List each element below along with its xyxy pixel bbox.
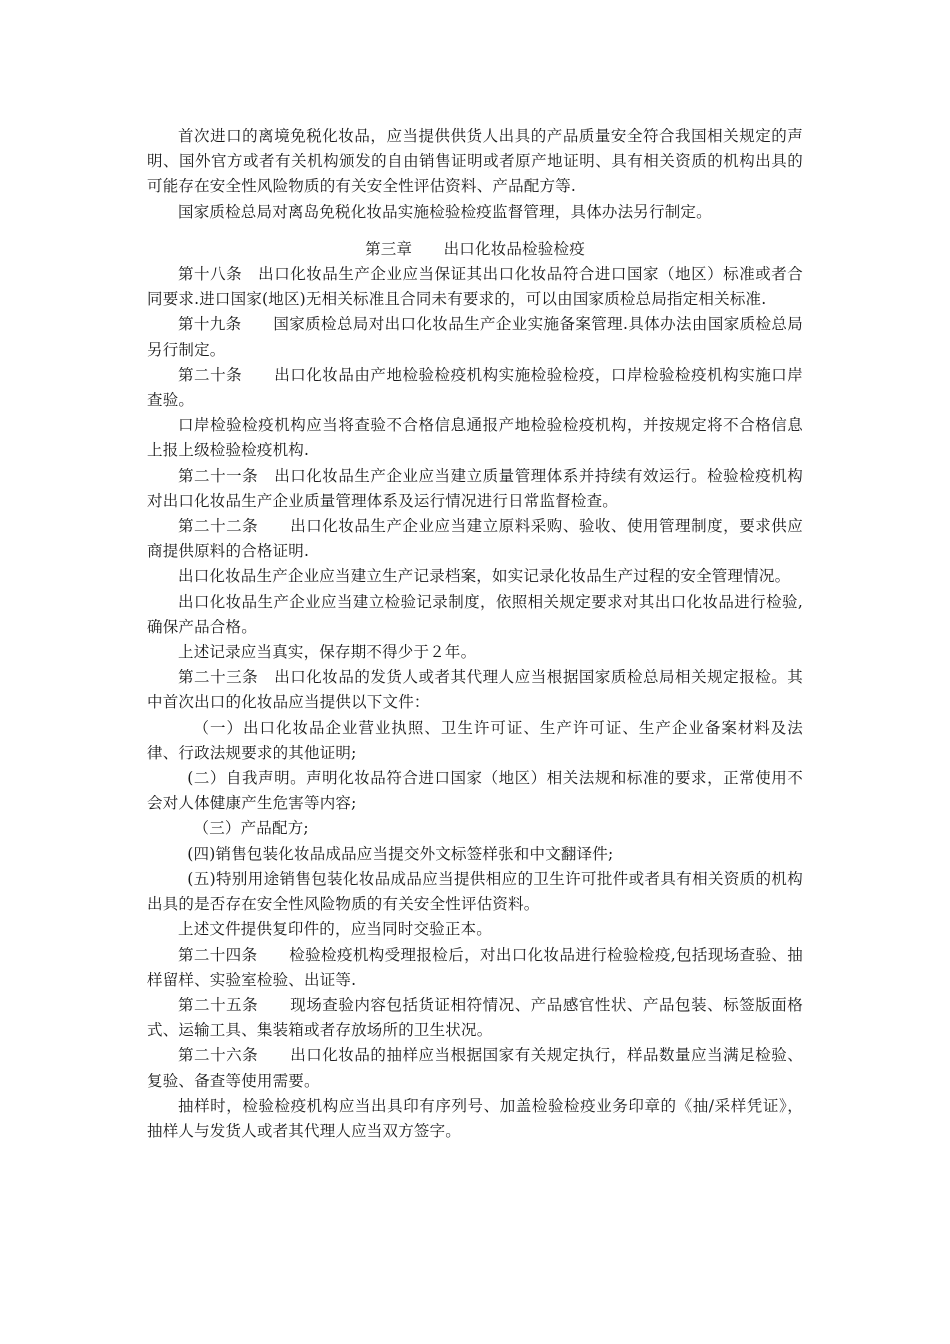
article-25: 第二十五条 现场查验内容包括货证相符情况、产品感官性状、产品包装、标签版面格式、运输工具、集装箱或者存放场所的卫生状况。 [147, 995, 803, 1040]
paragraph-import-first-time: 首次进口的离境免税化妆品，应当提供供货人出具的产品质量安全符合我国相关规定的声明、国外官方或者有关机构颁发的自由销售证明或者原产地证明、具有相关资质的机构出具的可能存在安全性风险物质的有关安全性评估资料、产品配方等. [147, 127, 803, 196]
paragraph-island-duty-free: 国家质检总局对离岛免税化妆品实施检验检疫监督管理，具体办法另行制定。 [178, 202, 712, 221]
paragraph-port-inspection: 口岸检验检疫机构应当将查验不合格信息通报产地检验检疫机构，并按规定将不合格信息上报上级检验检疫机构. [147, 416, 803, 460]
article-23: 第二十三条 出口化妆品的发货人或者其代理人应当根据国家质检总局相关规定报检。其中首次出口的化妆品应当提供以下文件： [147, 668, 803, 712]
article-21: 第二十一条 出口化妆品生产企业应当建立质量管理体系并持续有效运行。检验检疫机构对出口化妆品生产企业质量管理体系及运行情况进行日常监督检查。 [147, 466, 803, 510]
list-item-1: （一）出口化妆品企业营业执照、卫生许可证、生产许可证、生产企业备案材料及法律、行政法规要求的其他证明; [147, 718, 803, 762]
paragraph-record-retention: 上述记录应当真实，保存期不得少于２年。 [178, 643, 477, 662]
article-19: 第十九条 国家质检总局对出口化妆品生产企业实施备案管理.具体办法由国家质检总局另行制定。 [147, 315, 803, 359]
paragraph-sampling: 抽样时，检验检疫机构应当出具印有序列号、加盖检验检疫业务印章的《抽/采样凭证》，抽样人与发货人或者其代理人应当双方签字。 [147, 1096, 803, 1140]
chapter-heading: 第三章 出口化妆品检验检疫 [365, 239, 585, 258]
paragraph-inspection-records: 出口化妆品生产企业应当建立检验记录制度，依照相关规定要求对其出口化妆品进行检验,确保产品合格。 [147, 592, 803, 636]
article-18: 第十八条 出口化妆品生产企业应当保证其出口化妆品符合进口国家（地区）标准或者合同要求.进口国家(地区)无相关标准且合同未有要求的，可以由国家质检总局指定相关标准. [147, 265, 803, 309]
paragraph-production-records: 出口化妆品生产企业应当建立生产记录档案，如实记录化妆品生产过程的安全管理情况。 [178, 567, 791, 586]
article-22: 第二十二条 出口化妆品生产企业应当建立原料采购、验收、使用管理制度，要求供应商提供原料的合格证明. [147, 517, 803, 561]
article-24: 第二十四条 检验检疫机构受理报检后，对出口化妆品进行检验检疫,包括现场查验、抽样留样、实验室检验、出证等. [147, 945, 803, 989]
article-20: 第二十条 出口化妆品由产地检验检疫机构实施检验检疫，口岸检验检疫机构实施口岸查验。 [147, 365, 803, 410]
list-item-5: (五)特别用途销售包装化妆品成品应当提供相应的卫生许可批件或者具有相关资质的机构出具的是否存在安全性风险物质的有关安全性评估资料。 [147, 869, 803, 914]
list-item-3: （三）产品配方; [193, 819, 309, 838]
list-item-4: (四)销售包装化妆品成品应当提交外文标签样张和中文翻译件; [187, 844, 614, 863]
document-body [147, 124, 803, 1144]
article-26: 第二十六条 出口化妆品的抽样应当根据国家有关规定执行，样品数量应当满足检验、复验、备查等使用需要。 [147, 1046, 803, 1090]
paragraph-copies: 上述文件提供复印件的，应当同时交验正本。 [178, 920, 493, 939]
list-item-2: (二）自我声明。声明化妆品符合进口国家（地区）相关法规和标准的要求，正常使用不会对人体健康产生危害等内容; [147, 769, 803, 813]
